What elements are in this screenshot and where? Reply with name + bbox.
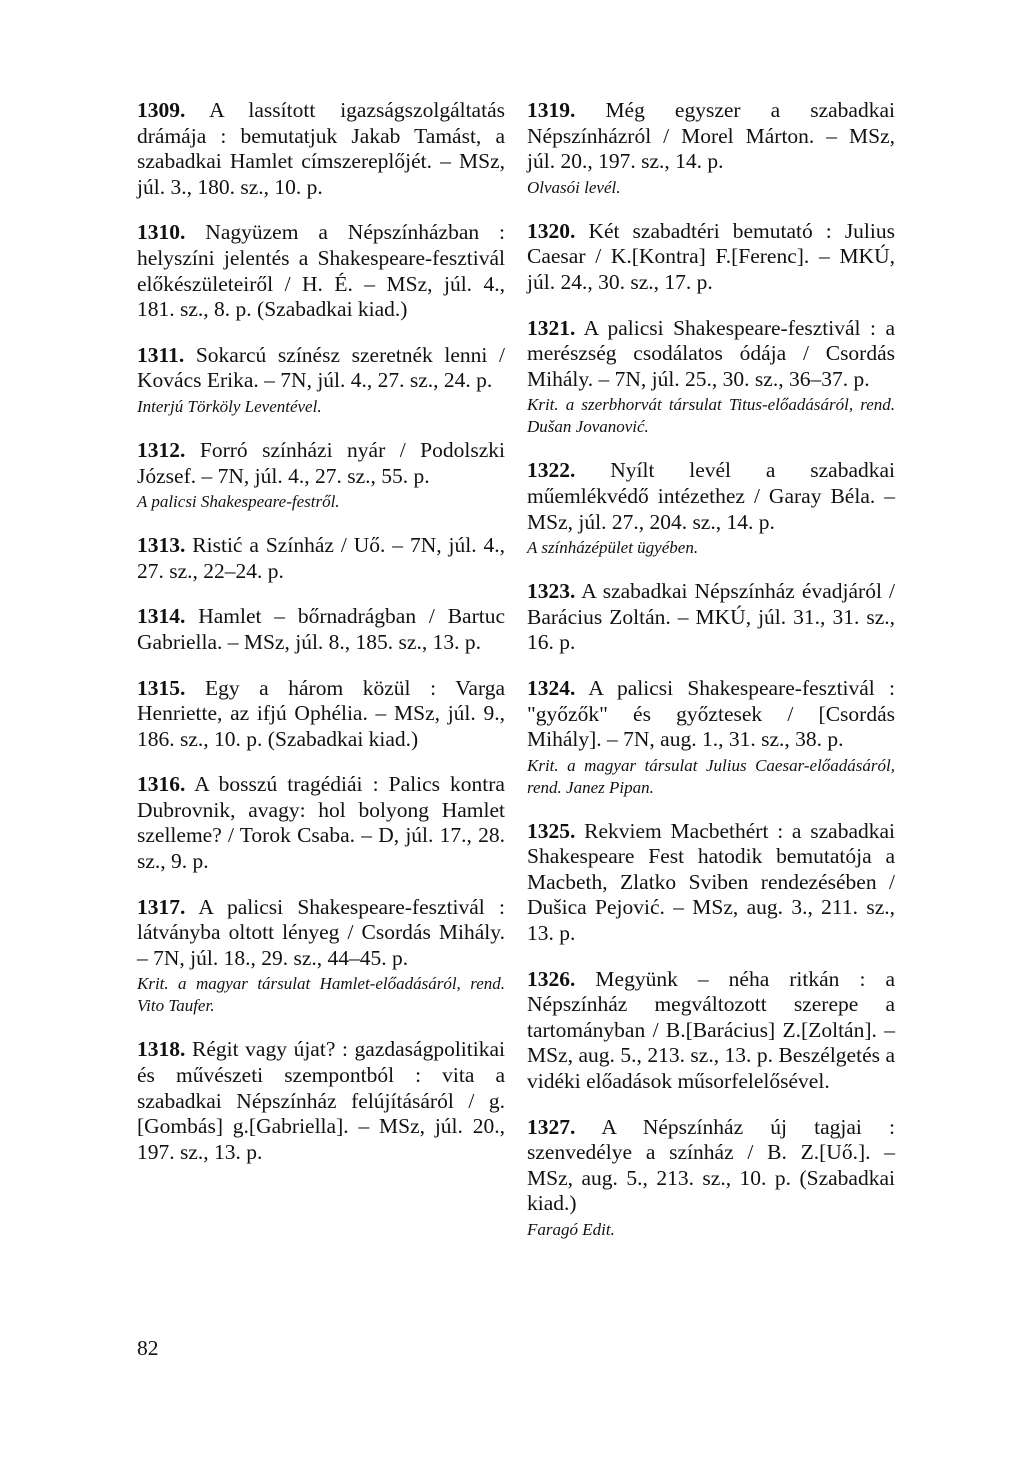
entry-number: 1317.: [137, 894, 186, 919]
entry-text: [137, 438, 505, 489]
entry-annotation: Faragó Edit.: [527, 1220, 615, 1239]
bibliography-entry: [527, 98, 895, 199]
entry-citation: Rekviem Macbethért : a szabadkai Shakespeare Fest hatodik bemutatója a Macbeth, Zlatko Sviben rendezésében / Dušica Pejović. – MSz, aug. 3., 211. sz., 13. p.: [527, 818, 895, 946]
bibliography-entry: [137, 604, 505, 655]
bibliography-entry: [137, 1037, 505, 1165]
entry-number: 1316.: [137, 772, 186, 797]
entry-number: 1321.: [527, 315, 576, 340]
entry-number: 1325.: [527, 818, 576, 843]
entry-citation: Egy a három közül : Varga Henriette, az ifjú Ophélia. – MSz, júl. 9., 186. sz., 10. p. (Szabadkai kiad.): [137, 675, 506, 751]
entry-text: [527, 219, 895, 296]
entry-number: 1309.: [137, 98, 186, 122]
entry-text: [137, 98, 505, 200]
entry-text: [527, 1115, 895, 1217]
entry-text: [137, 343, 505, 394]
entry-citation: A bosszú tragédiái : Palics kontra Dubrovnik, avagy: hol bolyong Hamlet szelleme? / Torok Csaba. – D, júl. 17., 28. sz., 9. p.: [137, 772, 505, 874]
bibliography-entry: [137, 772, 505, 874]
bibliography-entry: [527, 579, 895, 656]
bibliography-entry: [137, 895, 505, 1018]
entry-text: [137, 220, 505, 322]
entry-number: 1310.: [137, 220, 186, 245]
entry-text: [527, 967, 895, 1095]
entry-text: [527, 316, 895, 393]
entry-citation: Hamlet – bőrnadrágban / Bartuc Gabriella. – MSz, júl. 8., 185. sz., 13. p.: [137, 604, 506, 654]
entry-text: [137, 533, 505, 584]
entry-citation: Ristić a Színház / Uő. – 7N, júl. 4., 27. sz., 22–24. p.: [137, 533, 506, 583]
entry-number: 1322.: [527, 458, 576, 483]
entry-number: 1313.: [137, 533, 186, 558]
bibliography-entry: [527, 219, 895, 296]
entry-text: [137, 1037, 505, 1165]
bibliography-entry: [527, 676, 895, 799]
entry-citation: A szabadkai Népszínház évadjáról / Barácius Zoltán. – MKÚ, júl. 31., 31. sz., 16. p.: [527, 579, 895, 655]
entry-citation: A palicsi Shakespeare-fesztivál : a merészség csodálatos ódája / Csordás Mihály. – 7N, júl. 25., 30. sz., 36–37. p.: [527, 315, 895, 391]
bibliography-entry: [137, 220, 505, 322]
bibliography-entry: [527, 819, 895, 947]
entry-number: 1320.: [527, 218, 576, 243]
entry-text: [137, 604, 505, 655]
entry-annotation: Krit. a magyar társulat Hamlet-előadásáról, rend. Vito Taufer.: [137, 974, 505, 1016]
bibliography-entry: [527, 316, 895, 439]
entry-number: 1318.: [137, 1037, 186, 1062]
bibliography-entry: [527, 458, 895, 559]
entry-annotation: Interjú Törköly Leventével.: [137, 396, 322, 416]
bibliography-entry: [137, 98, 505, 200]
bibliography-entry: [527, 1115, 895, 1241]
entry-citation: Két szabadtéri bemutató : Julius Caesar / K.[Kontra] F.[Ferenc]. – MKÚ, júl. 24., 30. sz., 17. p.: [527, 218, 895, 294]
entry-number: 1315.: [137, 675, 186, 700]
bibliography-entry: [137, 533, 505, 584]
entry-text: [137, 772, 505, 874]
entry-text: [527, 458, 895, 535]
entry-number: 1314.: [137, 604, 186, 629]
entry-citation: Régit vagy újat? : gazdaságpolitikai és művészeti szempontból : vita a szabadkai Népszínház felújításáról / g.[Gombás] g.[Gabriella]. – MSz, júl. 20., 197. sz., 13. p.: [137, 1037, 505, 1164]
entry-number: 1327.: [527, 1114, 576, 1139]
right-column: [527, 98, 895, 1261]
entry-number: 1311.: [137, 342, 185, 367]
entry-text: [137, 895, 505, 972]
left-column: [137, 98, 505, 1185]
entry-number: 1326.: [527, 966, 576, 991]
entry-text: [527, 676, 895, 753]
entry-citation: A Népszínház új tagjai : szenvedélye a színház / B. Z.[Uő.]. – MSz, aug. 5., 213. sz., 10. p. (Szabadkai kiad.): [527, 1114, 895, 1216]
entry-citation: A palicsi Shakespeare-fesztivál : "győzők" és győztesek / [Csordás Mihály]. – 7N, aug. 1., 31. sz., 38. p.: [527, 675, 895, 752]
entry-number: 1319.: [527, 98, 576, 122]
bibliography-entry: [527, 967, 895, 1095]
entry-number: 1312.: [137, 437, 186, 462]
entry-citation: Nyílt levél a szabadkai műemlékvédő intézethez / Garay Béla. – MSz, júl. 27., 204. sz., 14. p.: [527, 458, 895, 534]
entry-citation: Megyünk – néha ritkán : a Népszínház megváltozott szerepe a tartományban / B.[Barácius] Z.[Zoltán]. – MSz, aug. 5., 213. sz., 13. p. Beszélgetés a vidéki előadások műsorfelelősével.: [527, 966, 896, 1094]
entry-text: [527, 98, 895, 175]
bibliography-entry: [137, 676, 505, 753]
entry-text: [527, 579, 895, 656]
entry-text: [527, 819, 895, 947]
page-number: 82: [137, 1336, 159, 1360]
entry-citation: A lassított igazságszolgáltatás drámája : bemutatjuk Jakab Tamást, a szabadkai Hamlet címszereplőjét. – MSz, júl. 3., 180. sz., 10. p.: [137, 98, 505, 199]
entry-number: 1324.: [527, 675, 576, 700]
bibliography-entry: [137, 343, 505, 418]
entry-annotation: Olvasói levél.: [527, 177, 621, 197]
bibliography-entry: [137, 438, 505, 513]
entry-citation: Sokarcú színész szeretnék lenni / Kovács Erika. – 7N, júl. 4., 27. sz., 24. p.: [137, 342, 505, 393]
entry-annotation: Krit. a szerbhorvát társulat Titus-előadásáról, rend. Dušan Jovanović.: [527, 395, 895, 437]
entry-text: [137, 676, 505, 753]
entry-annotation: A színházépület ügyében.: [527, 538, 699, 558]
entry-annotation: Krit. a magyar társulat Julius Caesar-előadásáról, rend. Janez Pipan.: [527, 755, 895, 797]
entry-citation: A palicsi Shakespeare-fesztivál : látványba oltott lényeg / Csordás Mihály. – 7N, júl. 18., 29. sz., 44–45. p.: [137, 894, 505, 970]
entry-citation: Nagyüzem a Népszínházban : helyszíni jelentés a Shakespeare-fesztivál előkészületeiről / H. É. – MSz, júl. 4., 181. sz., 8. p. (Szabadkai kiad.): [137, 220, 506, 322]
entry-number: 1323.: [527, 579, 576, 604]
entry-citation: Forró színházi nyár / Podolszki József. – 7N, júl. 4., 27. sz., 55. p.: [137, 437, 505, 488]
entry-citation: Még egyszer a szabadkai Népszínházról / Morel Márton. – MSz, júl. 20., 197. sz., 14. p.: [527, 98, 895, 174]
entry-annotation: A palicsi Shakespeare-festről.: [137, 492, 340, 512]
